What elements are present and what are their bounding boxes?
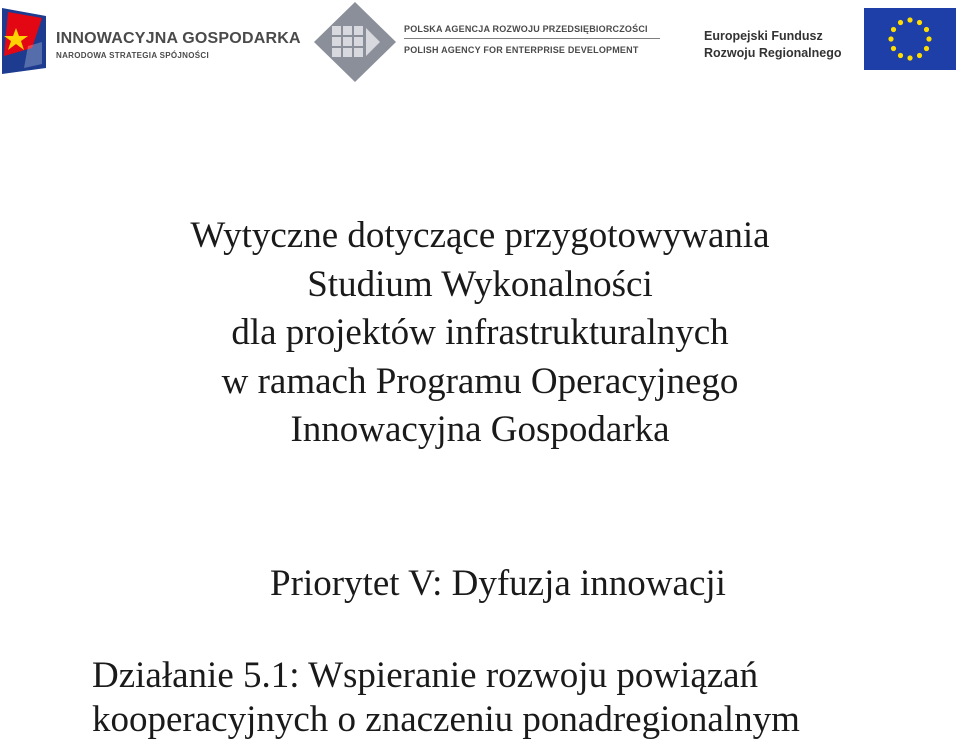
efrr-name-line-1: Europejski Fundusz — [704, 29, 823, 43]
document-title — [0, 212, 960, 455]
parp-divider — [404, 38, 660, 39]
parp-emblem-icon — [314, 2, 396, 82]
document-title-line: w ramach Programu Operacyjnego — [221, 360, 739, 402]
innowacyjna-gospodarka-subtitle: NARODOWA STRATEGIA SPÓJNOŚCI — [56, 51, 210, 60]
efrr-name-line-2: Rozwoju Regionalnego — [704, 46, 842, 60]
innowacyjna-gospodarka-logo — [2, 6, 302, 78]
logo-bar — [0, 0, 960, 90]
document-title-line: Studium Wykonalności — [307, 263, 653, 305]
document-title-line: Innowacyjna Gospodarka — [290, 409, 670, 450]
innowacyjna-gospodarka-title: INNOWACYJNA GOSPODARKA — [56, 30, 301, 47]
measure-heading — [92, 654, 952, 742]
document-title-line: dla projektów infrastrukturalnych — [231, 312, 729, 353]
eu-flag-icon — [864, 8, 956, 70]
measure-heading-line: kooperacyjnych o znaczeniu ponadregionalnym — [92, 699, 800, 740]
parp-name-polish: POLSKA AGENCJA ROZWOJU PRZEDSIĘBIORCZOŚCI — [404, 24, 648, 34]
parp-name-english: POLISH AGENCY FOR ENTERPRISE DEVELOPMENT — [404, 45, 639, 55]
document-title-line: Wytyczne dotyczące przygotowywania — [190, 215, 770, 256]
measure-heading-line: Działanie 5.1: Wspieranie rozwoju powiązań — [92, 655, 759, 696]
parp-logo — [314, 2, 664, 82]
efrr-logo — [700, 8, 958, 74]
priority-heading: Priorytet V: Dyfuzja innowacji — [270, 563, 726, 604]
innowacyjna-gospodarka-emblem-icon — [2, 8, 46, 74]
